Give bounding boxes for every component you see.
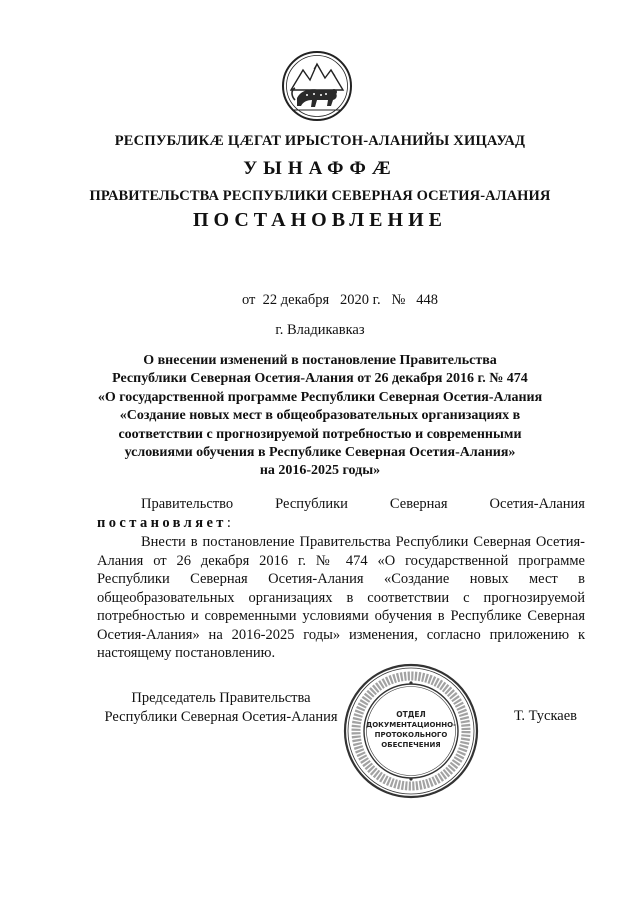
position-line: Председатель Правительства <box>131 690 311 706</box>
title-line: на 2016-2025 годы» <box>259 463 381 479</box>
decree-date: 22 декабря <box>262 292 330 308</box>
decree-title <box>60 352 580 481</box>
title-line: Республики Северная Осетия-Алания от 26 декабря 2016 г. № 474 <box>112 371 528 387</box>
paragraph-decree-body <box>97 533 585 663</box>
decree-year: 2020 г. <box>340 292 381 308</box>
decree-word: постановляет <box>97 514 227 531</box>
org-name-russian: ПРАВИТЕЛЬСТВА РЕСПУБЛИКИ СЕВЕРНАЯ ОСЕТИЯ-АЛАНИЯ <box>89 188 551 204</box>
stamp-center-line: ОБЕСПЕЧЕНИЯ <box>381 741 441 749</box>
number-sign: № <box>391 292 406 308</box>
decree-word-line <box>97 514 585 533</box>
signatory-position <box>96 689 346 727</box>
decree-city: г. Владикавказ <box>275 322 365 338</box>
title-line: «Создание новых мест в общеобразовательных организациях в <box>119 408 521 424</box>
stamp-center-line: ОТДЕЛ <box>396 710 426 719</box>
doc-type-ossetian: УЫНАФФÆ <box>243 158 397 179</box>
stamp-center-line: ДОКУМЕНТАЦИОННО- <box>366 721 456 729</box>
decree-colon: : <box>226 514 231 531</box>
decree-number: 448 <box>416 292 438 308</box>
decree-body-text: Внести в постановление Правительства Республики Северная Осетия-Алания от 26 декабря 2016 г. № 474 «О государственной программе Республики Северная Осетия-Алания «Создание новых мест в общеобразовательных организациях в соответствии с прогнозируемой потребностью и современными условиями обучения в Республике Северная Осетия-Алания» на 2016-2025 годы» изменения, согласно приложению к настоящему постановлению. <box>97 534 585 661</box>
title-line: «О государственной программе Республики Северная Осетия-Алания <box>97 389 543 405</box>
intro-word: Правительство <box>141 496 234 512</box>
title-line: условиями обучения в Республике Северная Осетия-Алания» <box>124 445 516 461</box>
paragraph-decree-intro <box>97 495 585 532</box>
title-line: соответствии с прогнозируемой потребностью и современными <box>118 426 522 442</box>
intro-word: Республики <box>275 496 348 512</box>
org-name-ossetian: РЕСПУБЛИКÆ ЦÆГАТ ИРЫСТОН-АЛАНИЙЫ ХИЦАУАД <box>114 133 526 149</box>
intro-word: Осетия-Алания <box>489 496 585 512</box>
date-prefix: от <box>242 292 256 308</box>
coat-of-arms-icon <box>281 50 353 122</box>
position-line: Республики Северная Осетия-Алания <box>104 709 338 725</box>
official-seal-icon <box>342 662 480 800</box>
signatory-name: Т. Тускаев <box>514 708 578 724</box>
intro-word: Северная <box>389 496 448 512</box>
decree-date-line <box>242 292 438 309</box>
intro-line <box>97 495 585 514</box>
stamp-center-line: ПРОТОКОЛЬНОГО <box>374 731 448 739</box>
doc-type-russian: ПОСТАНОВЛЕНИЕ <box>193 209 447 231</box>
title-line: О внесении изменений в постановление Правительства <box>143 353 497 368</box>
